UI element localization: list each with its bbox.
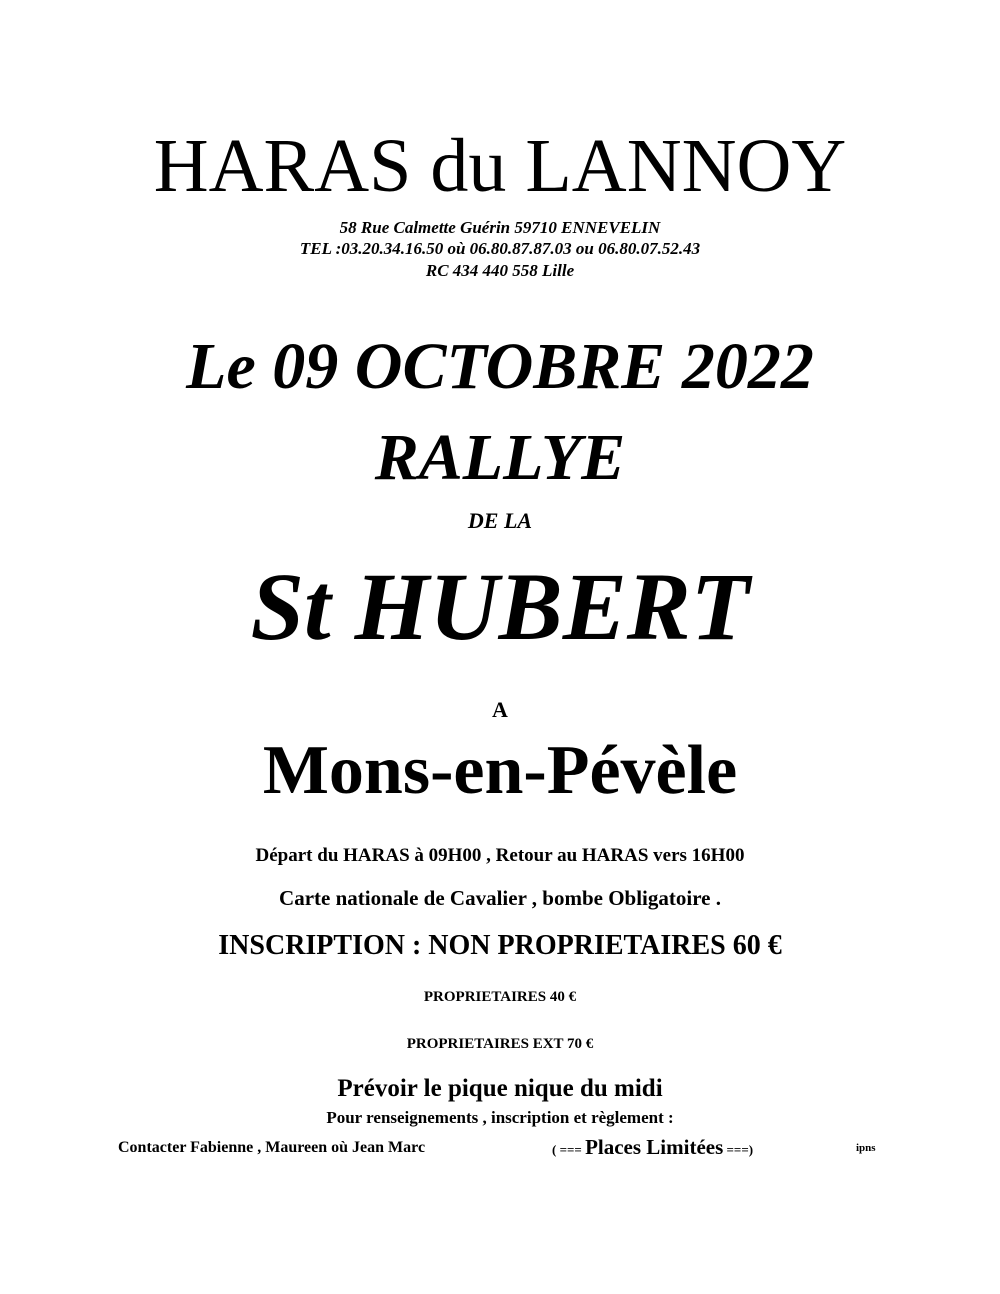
event-name-rallye: RALLYE <box>374 421 626 494</box>
address-line: 58 Rue Calmette Guérin 59710 ENNEVELIN <box>339 218 661 237</box>
phone-line: TEL :03.20.34.16.50 où 06.80.87.87.03 ou 06.80.07.52.43 <box>299 239 701 258</box>
ipns-note: ipns <box>856 1142 876 1154</box>
lunch-note: Prévoir le pique nique du midi <box>337 1075 663 1102</box>
contact-line: Contacter Fabienne , Maureen où Jean Marc <box>118 1139 426 1156</box>
info-line: Pour renseignements , inscription et règlement : <box>326 1108 674 1127</box>
event-date: Le 09 OCTOBRE 2022 <box>186 330 814 403</box>
event-name-st-hubert: St HUBERT <box>250 553 750 660</box>
price-owners: PROPRIETAIRES 40 € <box>423 989 577 1005</box>
registration-line: RC 434 440 558 Lille <box>425 261 575 280</box>
places-text: Places Limitées <box>585 1135 724 1159</box>
places-suffix: ===) <box>723 1142 754 1157</box>
inscription-line: INSCRIPTION : NON PROPRIETAIRES 60 € <box>218 930 782 961</box>
haras-title: HARAS du LANNOY <box>153 124 847 208</box>
price-owners-ext: PROPRIETAIRES EXT 70 € <box>406 1036 594 1052</box>
requirements-line: Carte nationale de Cavalier , bombe Obligatoire . <box>279 886 721 910</box>
event-preposition: A <box>492 697 508 722</box>
event-name-de-la: DE LA <box>467 508 533 533</box>
places-limited <box>552 1137 753 1158</box>
schedule-line: Départ du HARAS à 09H00 , Retour au HARAS vers 16H00 <box>255 845 745 866</box>
places-prefix: ( === <box>552 1142 586 1157</box>
event-location: Mons-en-Pévèle <box>262 732 738 809</box>
